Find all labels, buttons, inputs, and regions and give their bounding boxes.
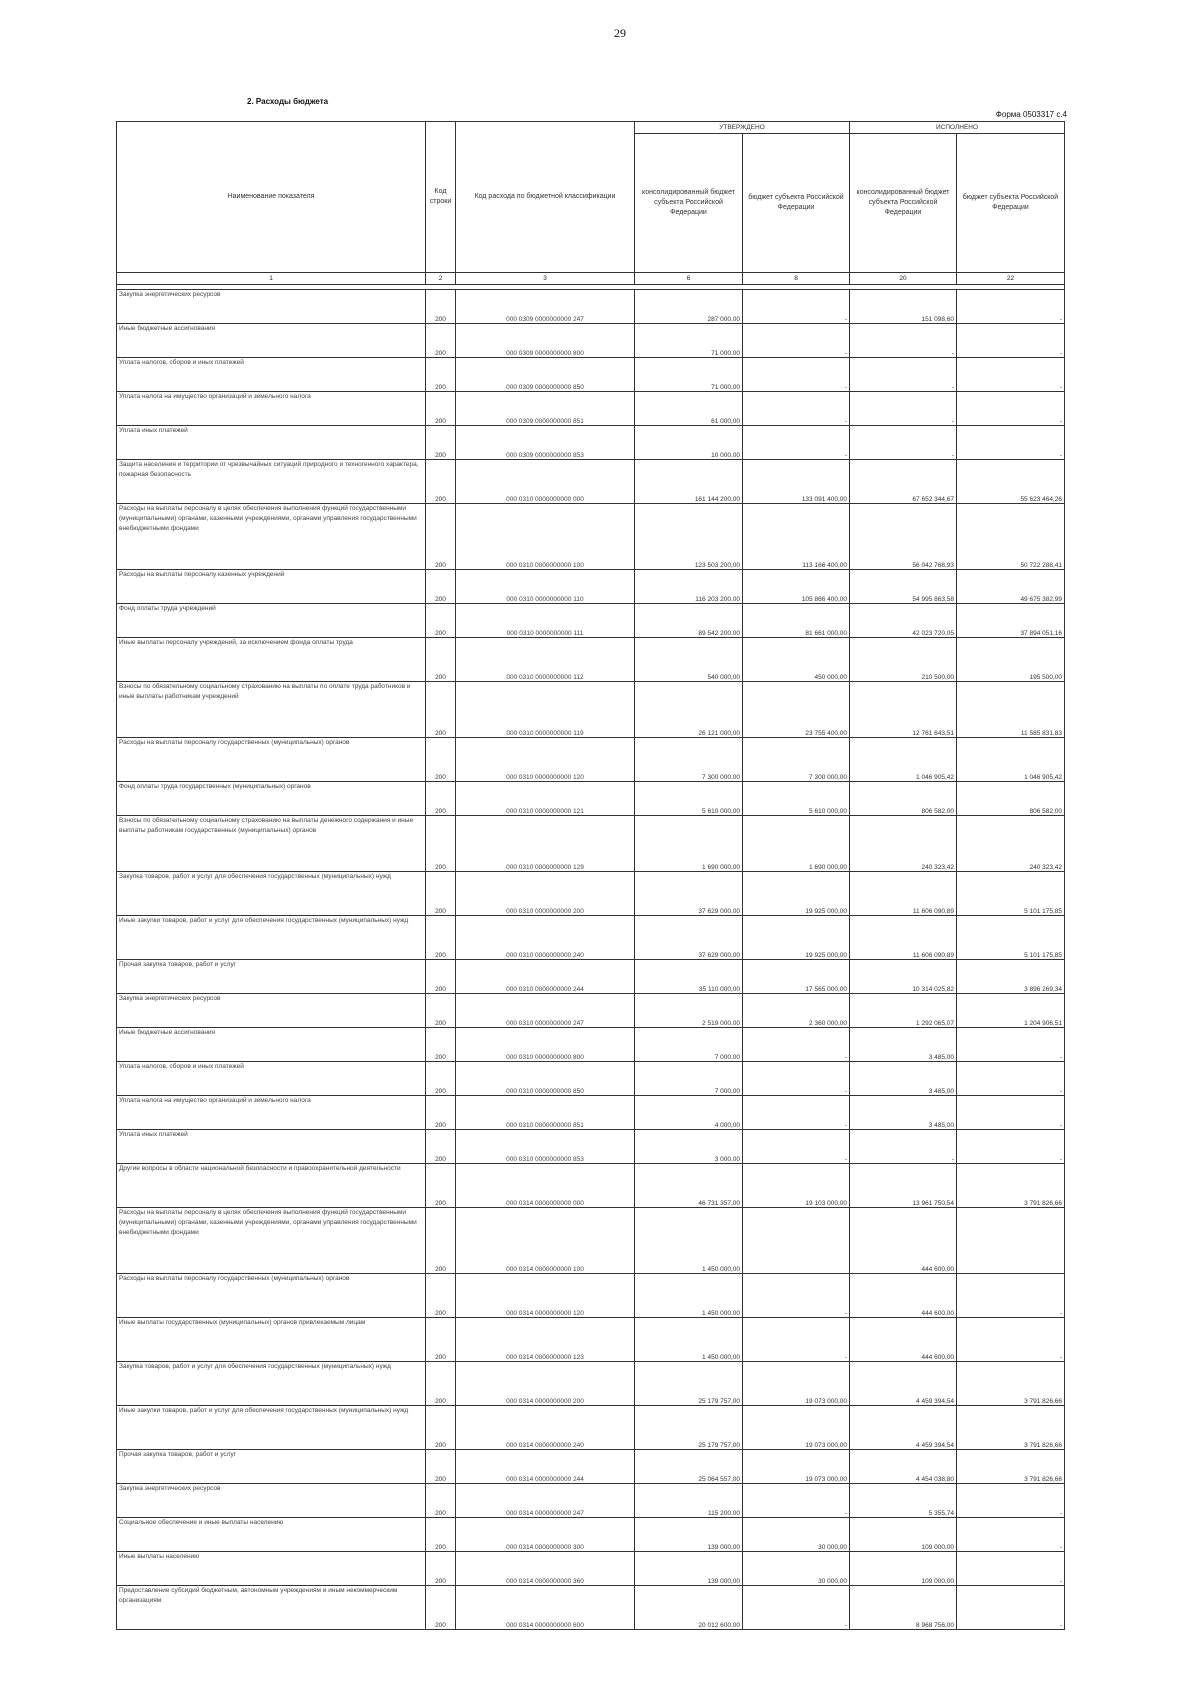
- row-approved-subject: -: [743, 1586, 850, 1630]
- row-name: Иные закупки товаров, работ и услуг для обеспечения государственных (муниципальных) нужд: [117, 1406, 426, 1450]
- row-approved-consolidated: 89 542 200,00: [635, 604, 743, 638]
- row-executed-subject: -: [957, 1518, 1065, 1552]
- row-executed-subject: -: [957, 290, 1065, 324]
- row-approved-subject: -: [743, 1062, 850, 1096]
- row-classification-code: 000 0309 0000000000 800: [456, 324, 635, 358]
- row-approved-subject: 30 000,00: [743, 1552, 850, 1586]
- table-row: [117, 1552, 1065, 1586]
- table-row: [117, 994, 1065, 1028]
- row-approved-subject: 19 925 000,00: [743, 916, 850, 960]
- row-approved-subject: 19 073 000,00: [743, 1450, 850, 1484]
- table-row: [117, 916, 1065, 960]
- row-executed-subject: 1 204 906,51: [957, 994, 1065, 1028]
- row-executed-subject: 11 585 831,83: [957, 682, 1065, 738]
- row-executed-subject: 240 323,42: [957, 816, 1065, 872]
- row-executed-consolidated: -: [850, 392, 957, 426]
- row-executed-subject: [957, 1208, 1065, 1274]
- row-name: Закупка энергетических ресурсов: [117, 290, 426, 324]
- row-name: Закупка энергетических ресурсов: [117, 994, 426, 1028]
- row-executed-subject: 3 791 826,66: [957, 1362, 1065, 1406]
- row-executed-consolidated: 56 042 768,93: [850, 504, 957, 570]
- row-executed-consolidated: 8 968 756,00: [850, 1586, 957, 1630]
- header-executed-consolidated: консолидированный бюджет субъекта Российской Федерации: [850, 134, 957, 273]
- row-executed-consolidated: 4 459 394,54: [850, 1406, 957, 1450]
- row-approved-consolidated: 7 000,00: [635, 1062, 743, 1096]
- column-number: 8: [743, 273, 850, 285]
- table-row: [117, 1586, 1065, 1630]
- row-name: Защита населения и территории от чрезвычайных ситуаций природного и техногенного характера, пожарная безопасность: [117, 460, 426, 504]
- row-approved-subject: -: [743, 392, 850, 426]
- row-executed-consolidated: 11 606 090,89: [850, 916, 957, 960]
- row-approved-consolidated: 71 000,00: [635, 358, 743, 392]
- column-number: 20: [850, 273, 957, 285]
- row-approved-subject: 19 103 000,00: [743, 1164, 850, 1208]
- row-name: Взносы по обязательному социальному страхованию на выплаты по оплате труда работников и иные выплаты работникам учреждений: [117, 682, 426, 738]
- row-name: Расходы на выплаты персоналу в целях обеспечения выполнения функций государственными (муниципальными) органами, казенными учреждениями, органами управления государственными внебюджетными фондами: [117, 504, 426, 570]
- row-approved-subject: -: [743, 1028, 850, 1062]
- row-approved-consolidated: 20 012 600,00: [635, 1586, 743, 1630]
- row-classification-code: 000 0314 0000000000 360: [456, 1552, 635, 1586]
- row-name: Социальное обеспечение и иные выплаты населению: [117, 1518, 426, 1552]
- row-approved-subject: [743, 1208, 850, 1274]
- row-classification-code: 000 0309 0000000000 247: [456, 290, 635, 324]
- row-name: Расходы на выплаты персоналу в целях обеспечения выполнения функций государственными (муниципальными) органами, казенными учреждениями, органами управления государственными внебюджетными фондами: [117, 1208, 426, 1274]
- row-classification-code: 000 0310 0000000000 851: [456, 1096, 635, 1130]
- row-executed-consolidated: 109 000,00: [850, 1518, 957, 1552]
- row-executed-subject: -: [957, 426, 1065, 460]
- row-approved-subject: 19 073 000,00: [743, 1406, 850, 1450]
- row-approved-subject: 113 166 400,00: [743, 504, 850, 570]
- row-classification-code: 000 0309 0000000000 853: [456, 426, 635, 460]
- row-executed-consolidated: 3 485,00: [850, 1062, 957, 1096]
- row-classification-code: 000 0309 0000000000 850: [456, 358, 635, 392]
- row-classification-code: 000 0310 0000000000 800: [456, 1028, 635, 1062]
- row-name: Уплата иных платежей: [117, 1130, 426, 1164]
- row-name: Взносы по обязательному социальному страхованию на выплаты денежного содержания и иные выплаты работникам государственных (муниципальных) органов: [117, 816, 426, 872]
- row-name: Расходы на выплаты персоналу казенных учреждений: [117, 570, 426, 604]
- row-line-code: 200: [426, 570, 456, 604]
- header-line-code: Код строки: [426, 122, 456, 273]
- row-classification-code: 000 0310 0000000000 850: [456, 1062, 635, 1096]
- form-code: Форма 0503317 с.4: [995, 110, 1067, 119]
- row-line-code: 200: [426, 960, 456, 994]
- table-row: [117, 960, 1065, 994]
- table-row: [117, 358, 1065, 392]
- row-line-code: 200: [426, 916, 456, 960]
- row-executed-consolidated: -: [850, 1130, 957, 1164]
- row-line-code: 200: [426, 994, 456, 1028]
- row-executed-subject: -: [957, 1130, 1065, 1164]
- row-name: Прочая закупка товаров, работ и услуг: [117, 1450, 426, 1484]
- row-executed-subject: 3 791 826,66: [957, 1450, 1065, 1484]
- row-name: Уплата налогов, сборов и иных платежей: [117, 358, 426, 392]
- row-executed-subject: 3 791 826,66: [957, 1164, 1065, 1208]
- column-number: 3: [456, 273, 635, 285]
- row-classification-code: 000 0310 0000000000 120: [456, 738, 635, 782]
- row-executed-subject: 806 582,00: [957, 782, 1065, 816]
- row-executed-subject: -: [957, 324, 1065, 358]
- row-name: Закупка товаров, работ и услуг для обеспечения государственных (муниципальных) нужд: [117, 1362, 426, 1406]
- row-approved-consolidated: 71 000,00: [635, 324, 743, 358]
- row-approved-subject: 450 000,00: [743, 638, 850, 682]
- row-line-code: 200: [426, 392, 456, 426]
- table-row: [117, 1096, 1065, 1130]
- row-executed-subject: -: [957, 1552, 1065, 1586]
- table-row: [117, 570, 1065, 604]
- row-executed-consolidated: 444 600,00: [850, 1208, 957, 1274]
- row-approved-consolidated: 139 000,00: [635, 1552, 743, 1586]
- row-approved-consolidated: 1 450 000,00: [635, 1274, 743, 1318]
- row-line-code: 200: [426, 1164, 456, 1208]
- row-name: Предоставление субсидий бюджетным, автономным учреждениям и иным некоммерческим организациям: [117, 1586, 426, 1630]
- row-line-code: 200: [426, 1096, 456, 1130]
- row-classification-code: 000 0310 0000000000 240: [456, 916, 635, 960]
- row-executed-subject: -: [957, 1274, 1065, 1318]
- row-executed-consolidated: 42 023 720,05: [850, 604, 957, 638]
- table-row: [117, 638, 1065, 682]
- row-executed-consolidated: 12 761 643,51: [850, 682, 957, 738]
- row-executed-consolidated: 151 098,60: [850, 290, 957, 324]
- row-executed-consolidated: 444 600,00: [850, 1274, 957, 1318]
- row-line-code: 200: [426, 324, 456, 358]
- row-classification-code: 000 0310 0000000000 110: [456, 570, 635, 604]
- row-executed-subject: 5 101 175,85: [957, 916, 1065, 960]
- column-number: 6: [635, 273, 743, 285]
- expenses-table: [116, 121, 1065, 1630]
- row-line-code: 200: [426, 782, 456, 816]
- row-line-code: 200: [426, 504, 456, 570]
- row-approved-consolidated: 1 450 000,00: [635, 1318, 743, 1362]
- row-approved-subject: 17 565 000,00: [743, 960, 850, 994]
- row-executed-consolidated: 4 454 038,80: [850, 1450, 957, 1484]
- row-line-code: 200: [426, 1586, 456, 1630]
- row-executed-consolidated: -: [850, 426, 957, 460]
- column-number: 22: [957, 273, 1065, 285]
- row-executed-consolidated: 1 292 065,07: [850, 994, 957, 1028]
- row-name: Иные бюджетные ассигнования: [117, 1028, 426, 1062]
- row-line-code: 200: [426, 426, 456, 460]
- header-executed-subject: бюджет субъекта Российской Федерации: [957, 134, 1065, 273]
- row-approved-subject: 133 091 400,00: [743, 460, 850, 504]
- row-name: Расходы на выплаты персоналу государственных (муниципальных) органов: [117, 1274, 426, 1318]
- row-name: Уплата иных платежей: [117, 426, 426, 460]
- row-approved-consolidated: 161 144 200,00: [635, 460, 743, 504]
- row-line-code: 200: [426, 1362, 456, 1406]
- row-approved-subject: 30 000,00: [743, 1518, 850, 1552]
- row-name: Фонд оплаты труда государственных (муниципальных) органов: [117, 782, 426, 816]
- table-row: [117, 460, 1065, 504]
- row-approved-subject: -: [743, 1318, 850, 1362]
- row-classification-code: 000 0310 0000000000 244: [456, 960, 635, 994]
- table-row: [117, 1518, 1065, 1552]
- row-name: Другие вопросы в области национальной безопасности и правоохранительной деятельности: [117, 1164, 426, 1208]
- row-approved-consolidated: 1 450 000,00: [635, 1208, 743, 1274]
- row-approved-consolidated: 46 731 357,00: [635, 1164, 743, 1208]
- row-line-code: 200: [426, 1484, 456, 1518]
- row-executed-subject: -: [957, 358, 1065, 392]
- table-row: [117, 426, 1065, 460]
- row-classification-code: 000 0314 0000000000 100: [456, 1208, 635, 1274]
- row-line-code: 200: [426, 1028, 456, 1062]
- row-approved-subject: 81 661 000,00: [743, 604, 850, 638]
- row-executed-consolidated: 5 355,74: [850, 1484, 957, 1518]
- table-row: [117, 1164, 1065, 1208]
- row-line-code: 200: [426, 1552, 456, 1586]
- row-executed-consolidated: 4 459 394,54: [850, 1362, 957, 1406]
- table-row: [117, 1406, 1065, 1450]
- row-name: Иные закупки товаров, работ и услуг для обеспечения государственных (муниципальных) нужд: [117, 916, 426, 960]
- row-classification-code: 000 0310 0000000000 119: [456, 682, 635, 738]
- row-executed-subject: -: [957, 1586, 1065, 1630]
- row-line-code: 200: [426, 1406, 456, 1450]
- table-row: [117, 872, 1065, 916]
- row-executed-consolidated: 109 000,00: [850, 1552, 957, 1586]
- row-approved-consolidated: 25 064 557,00: [635, 1450, 743, 1484]
- row-approved-subject: 19 073 000,00: [743, 1362, 850, 1406]
- row-name: Фонд оплаты труда учреждений: [117, 604, 426, 638]
- row-name: Уплата налога на имущество организаций и земельного налога: [117, 392, 426, 426]
- row-classification-code: 000 0314 0000000000 247: [456, 1484, 635, 1518]
- row-approved-consolidated: 116 203 200,00: [635, 570, 743, 604]
- row-executed-subject: 195 500,00: [957, 638, 1065, 682]
- row-approved-subject: 1 690 000,00: [743, 816, 850, 872]
- row-line-code: 200: [426, 290, 456, 324]
- row-approved-subject: -: [743, 358, 850, 392]
- row-approved-subject: -: [743, 1096, 850, 1130]
- row-approved-subject: -: [743, 1274, 850, 1318]
- row-approved-subject: 105 866 400,00: [743, 570, 850, 604]
- row-approved-subject: -: [743, 1130, 850, 1164]
- row-line-code: 200: [426, 872, 456, 916]
- row-approved-consolidated: 2 519 000,00: [635, 994, 743, 1028]
- row-approved-consolidated: 287 000,00: [635, 290, 743, 324]
- row-approved-consolidated: 540 000,00: [635, 638, 743, 682]
- row-approved-consolidated: 37 629 000,00: [635, 872, 743, 916]
- row-classification-code: 000 0314 0000000000 300: [456, 1518, 635, 1552]
- row-executed-consolidated: 67 652 344,67: [850, 460, 957, 504]
- row-name: Иные бюджетные ассигнования: [117, 324, 426, 358]
- row-executed-subject: -: [957, 1062, 1065, 1096]
- row-approved-consolidated: 35 110 000,00: [635, 960, 743, 994]
- row-executed-consolidated: 54 995 863,58: [850, 570, 957, 604]
- row-line-code: 200: [426, 358, 456, 392]
- row-executed-subject: 3 791 826,66: [957, 1406, 1065, 1450]
- row-approved-subject: 5 610 000,00: [743, 782, 850, 816]
- table-row: [117, 324, 1065, 358]
- row-executed-consolidated: 210 500,00: [850, 638, 957, 682]
- table-row: [117, 504, 1065, 570]
- row-executed-consolidated: 806 582,00: [850, 782, 957, 816]
- table-row: [117, 816, 1065, 872]
- row-line-code: 200: [426, 1318, 456, 1362]
- row-line-code: 200: [426, 1208, 456, 1274]
- row-executed-subject: 50 722 288,41: [957, 504, 1065, 570]
- row-classification-code: 000 0314 0000000000 123: [456, 1318, 635, 1362]
- row-name: Уплата налога на имущество организаций и земельного налога: [117, 1096, 426, 1130]
- header-name: Наименование показателя: [117, 122, 426, 273]
- row-approved-consolidated: 139 000,00: [635, 1518, 743, 1552]
- row-name: Иные выплаты персоналу учреждений, за исключением фонда оплаты труда: [117, 638, 426, 682]
- row-executed-subject: 1 046 905,42: [957, 738, 1065, 782]
- header-approved-consolidated: консолидированный бюджет субъекта Российской Федерации: [635, 134, 743, 273]
- row-executed-consolidated: 240 323,42: [850, 816, 957, 872]
- row-approved-consolidated: 3 000,00: [635, 1130, 743, 1164]
- row-name: Расходы на выплаты персоналу государственных (муниципальных) органов: [117, 738, 426, 782]
- row-classification-code: 000 0310 0000000000 853: [456, 1130, 635, 1164]
- row-executed-subject: -: [957, 1096, 1065, 1130]
- row-line-code: 200: [426, 638, 456, 682]
- row-executed-subject: 55 623 464,26: [957, 460, 1065, 504]
- row-classification-code: 000 0310 0000000000 112: [456, 638, 635, 682]
- row-executed-subject: -: [957, 1318, 1065, 1362]
- table-row: [117, 1450, 1065, 1484]
- row-classification-code: 000 0314 0000000000 240: [456, 1406, 635, 1450]
- row-classification-code: 000 0314 0000000000 000: [456, 1164, 635, 1208]
- row-classification-code: 000 0310 0000000000 100: [456, 504, 635, 570]
- row-name: Уплата налогов, сборов и иных платежей: [117, 1062, 426, 1096]
- row-executed-consolidated: 1 046 905,42: [850, 738, 957, 782]
- page-number: 29: [614, 26, 626, 40]
- row-approved-consolidated: 25 179 757,00: [635, 1362, 743, 1406]
- row-classification-code: 000 0310 0000000000 200: [456, 872, 635, 916]
- row-approved-subject: 7 300 000,00: [743, 738, 850, 782]
- row-executed-consolidated: 11 606 090,89: [850, 872, 957, 916]
- row-name: Прочая закупка товаров, работ и услуг: [117, 960, 426, 994]
- row-executed-consolidated: 13 961 750,54: [850, 1164, 957, 1208]
- table-row: [117, 290, 1065, 324]
- row-classification-code: 000 0314 0000000000 244: [456, 1450, 635, 1484]
- row-classification-code: 000 0310 0000000000 000: [456, 460, 635, 504]
- table-row: [117, 682, 1065, 738]
- row-approved-subject: 23 755 400,00: [743, 682, 850, 738]
- row-classification-code: 000 0314 0000000000 120: [456, 1274, 635, 1318]
- row-executed-subject: 5 101 175,85: [957, 872, 1065, 916]
- section-title: 2. Расходы бюджета: [247, 97, 329, 106]
- row-name: Закупка энергетических ресурсов: [117, 1484, 426, 1518]
- row-approved-consolidated: 4 000,00: [635, 1096, 743, 1130]
- row-approved-consolidated: 5 610 000,00: [635, 782, 743, 816]
- row-approved-consolidated: 25 179 757,00: [635, 1406, 743, 1450]
- row-line-code: 200: [426, 816, 456, 872]
- row-executed-consolidated: 444 600,00: [850, 1318, 957, 1362]
- row-approved-consolidated: 37 629 000,00: [635, 916, 743, 960]
- table-row: [117, 1028, 1065, 1062]
- row-approved-consolidated: 123 503 200,00: [635, 504, 743, 570]
- row-line-code: 200: [426, 1062, 456, 1096]
- row-approved-subject: 2 360 000,00: [743, 994, 850, 1028]
- row-executed-consolidated: -: [850, 358, 957, 392]
- table-row: [117, 1362, 1065, 1406]
- row-line-code: 200: [426, 1274, 456, 1318]
- table-row: [117, 1274, 1065, 1318]
- row-approved-consolidated: 7 300 000,00: [635, 738, 743, 782]
- row-executed-subject: 3 896 269,34: [957, 960, 1065, 994]
- header-approved: УТВЕРЖДЕНО: [635, 122, 850, 134]
- table-row: [117, 738, 1065, 782]
- row-approved-consolidated: 1 690 000,00: [635, 816, 743, 872]
- row-executed-consolidated: 10 314 025,82: [850, 960, 957, 994]
- row-name: Иные выплаты государственных (муниципальных) органов привлекаемым лицам: [117, 1318, 426, 1362]
- row-executed-consolidated: -: [850, 324, 957, 358]
- column-number: 1: [117, 273, 426, 285]
- row-classification-code: 000 0310 0000000000 121: [456, 782, 635, 816]
- row-executed-subject: -: [957, 392, 1065, 426]
- row-line-code: 200: [426, 604, 456, 638]
- row-classification-code: 000 0314 0000000000 600: [456, 1586, 635, 1630]
- header-approved-subject: бюджет субъекта Российской Федерации: [743, 134, 850, 273]
- row-classification-code: 000 0310 0000000000 111: [456, 604, 635, 638]
- row-classification-code: 000 0310 0000000000 247: [456, 994, 635, 1028]
- row-approved-consolidated: 61 000,00: [635, 392, 743, 426]
- row-line-code: 200: [426, 460, 456, 504]
- row-line-code: 200: [426, 682, 456, 738]
- row-executed-subject: -: [957, 1484, 1065, 1518]
- row-line-code: 200: [426, 1450, 456, 1484]
- row-line-code: 200: [426, 1518, 456, 1552]
- table-row: [117, 1484, 1065, 1518]
- row-approved-consolidated: 26 121 000,00: [635, 682, 743, 738]
- row-executed-subject: 37 894 051,16: [957, 604, 1065, 638]
- row-classification-code: 000 0310 0000000000 129: [456, 816, 635, 872]
- row-executed-consolidated: 3 485,00: [850, 1028, 957, 1062]
- row-approved-subject: -: [743, 290, 850, 324]
- header-executed: ИСПОЛНЕНО: [850, 122, 1065, 134]
- row-approved-subject: -: [743, 426, 850, 460]
- row-approved-subject: 19 925 000,00: [743, 872, 850, 916]
- table-row: [117, 604, 1065, 638]
- table-row: [117, 782, 1065, 816]
- row-approved-subject: -: [743, 324, 850, 358]
- row-line-code: 200: [426, 738, 456, 782]
- table-row: [117, 1130, 1065, 1164]
- table-row: [117, 1208, 1065, 1274]
- row-approved-subject: -: [743, 1484, 850, 1518]
- row-executed-subject: -: [957, 1028, 1065, 1062]
- row-name: Закупка товаров, работ и услуг для обеспечения государственных (муниципальных) нужд: [117, 872, 426, 916]
- row-name: Иные выплаты населению: [117, 1552, 426, 1586]
- row-classification-code: 000 0314 0000000000 200: [456, 1362, 635, 1406]
- row-executed-consolidated: 3 485,00: [850, 1096, 957, 1130]
- row-approved-consolidated: 7 000,00: [635, 1028, 743, 1062]
- row-approved-consolidated: 115 200,00: [635, 1484, 743, 1518]
- row-classification-code: 000 0309 0000000000 851: [456, 392, 635, 426]
- row-approved-consolidated: 10 000,00: [635, 426, 743, 460]
- table-row: [117, 392, 1065, 426]
- column-number: 2: [426, 273, 456, 285]
- row-executed-subject: 49 675 382,99: [957, 570, 1065, 604]
- table-row: [117, 1062, 1065, 1096]
- header-classification: Код расхода по бюджетной классификации: [456, 122, 635, 273]
- row-line-code: 200: [426, 1130, 456, 1164]
- table-row: [117, 1318, 1065, 1362]
